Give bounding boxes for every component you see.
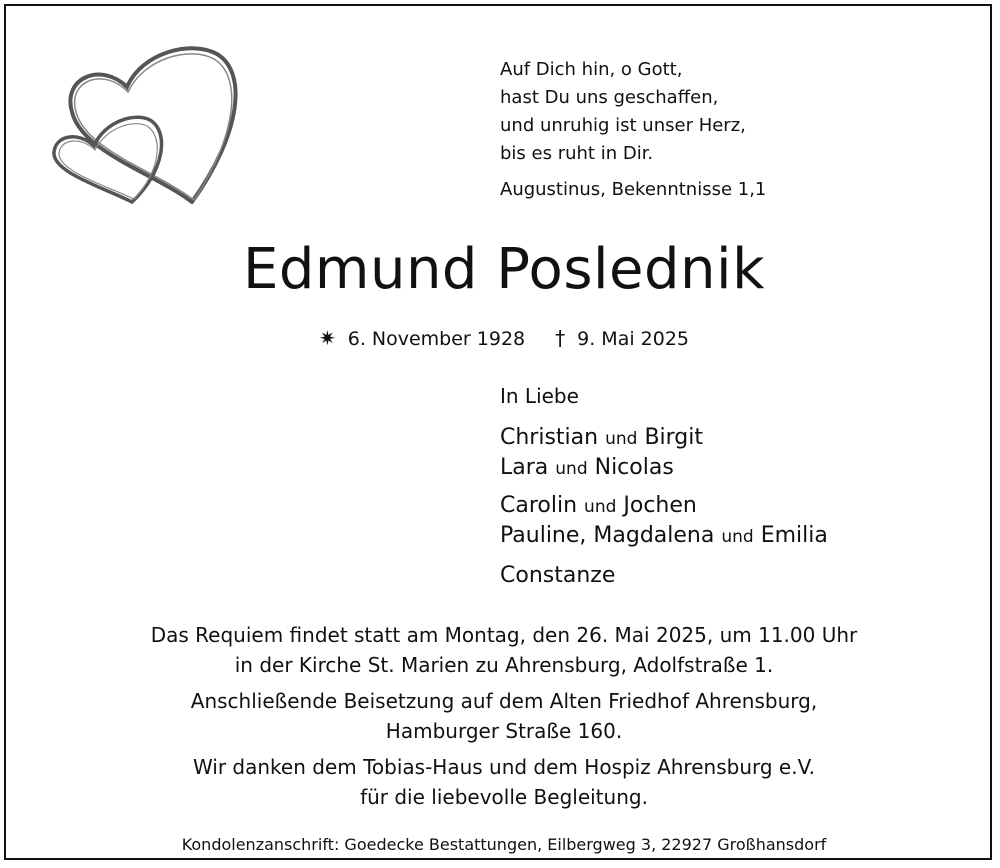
mourners-intro: In Liebe: [500, 384, 579, 408]
mourner-name: Jochen: [623, 493, 697, 518]
verse-line: Auf Dich hin, o Gott,: [500, 59, 683, 80]
birth-date: 6. November 1928: [347, 328, 526, 350]
obituary-frame: [4, 4, 992, 860]
two-hearts-icon: [42, 42, 272, 222]
mourner-name: Nicolas: [594, 455, 674, 480]
mourner-line: [500, 422, 703, 455]
mourner-name: Carolin: [500, 493, 578, 518]
burial-line: Anschließende Beisetzung auf dem Alten Friedhof Ahrensburg,: [190, 689, 818, 713]
mourner-name: Emilia: [760, 523, 828, 548]
bible-verse: [500, 56, 746, 168]
mourner-line: [500, 490, 697, 523]
conjunction: und: [605, 429, 638, 449]
mourner-name: Christian: [500, 425, 599, 450]
deceased-name: Edmund Poslednik: [242, 237, 766, 302]
verse-line: hast Du uns geschaffen,: [500, 87, 719, 108]
birth-star-icon: ✷: [318, 326, 336, 350]
thanks-line: für die liebevolle Begleitung.: [360, 785, 648, 809]
mourner-name: Pauline, Magdalena: [500, 523, 715, 548]
requiem-line: Das Requiem findet statt am Montag, den 26. Mai 2025, um 11.00 Uhr: [150, 623, 858, 647]
conjunction: und: [555, 459, 588, 479]
verse-line: bis es ruht in Dir.: [500, 143, 654, 164]
condolence-address: Kondolenzanschrift: Goedecke Bestattungen, Eilbergweg 3, 22927 Großhansdorf: [181, 835, 827, 854]
mourner-name: Birgit: [644, 425, 704, 450]
mourner-line: [500, 520, 828, 553]
requiem-line: in der Kirche St. Marien zu Ahrensburg, Adolfstraße 1.: [234, 653, 774, 677]
burial-line: Hamburger Straße 160.: [385, 719, 623, 743]
death-cross-icon: †: [555, 326, 566, 350]
thanks-line: Wir danken dem Tobias-Haus und dem Hospiz Ahrensburg e.V.: [192, 755, 816, 779]
conjunction: und: [584, 497, 617, 517]
conjunction: und: [721, 527, 754, 547]
mourner-line: Constanze: [500, 563, 616, 588]
mourner-line: [500, 452, 674, 485]
life-dates: [6, 324, 1000, 353]
verse-line: und unruhig ist unser Herz,: [500, 115, 746, 136]
death-date: 9. Mai 2025: [577, 328, 690, 350]
mourner-name: Lara: [500, 455, 549, 480]
verse-source: Augustinus, Bekenntnisse 1,1: [500, 179, 767, 200]
